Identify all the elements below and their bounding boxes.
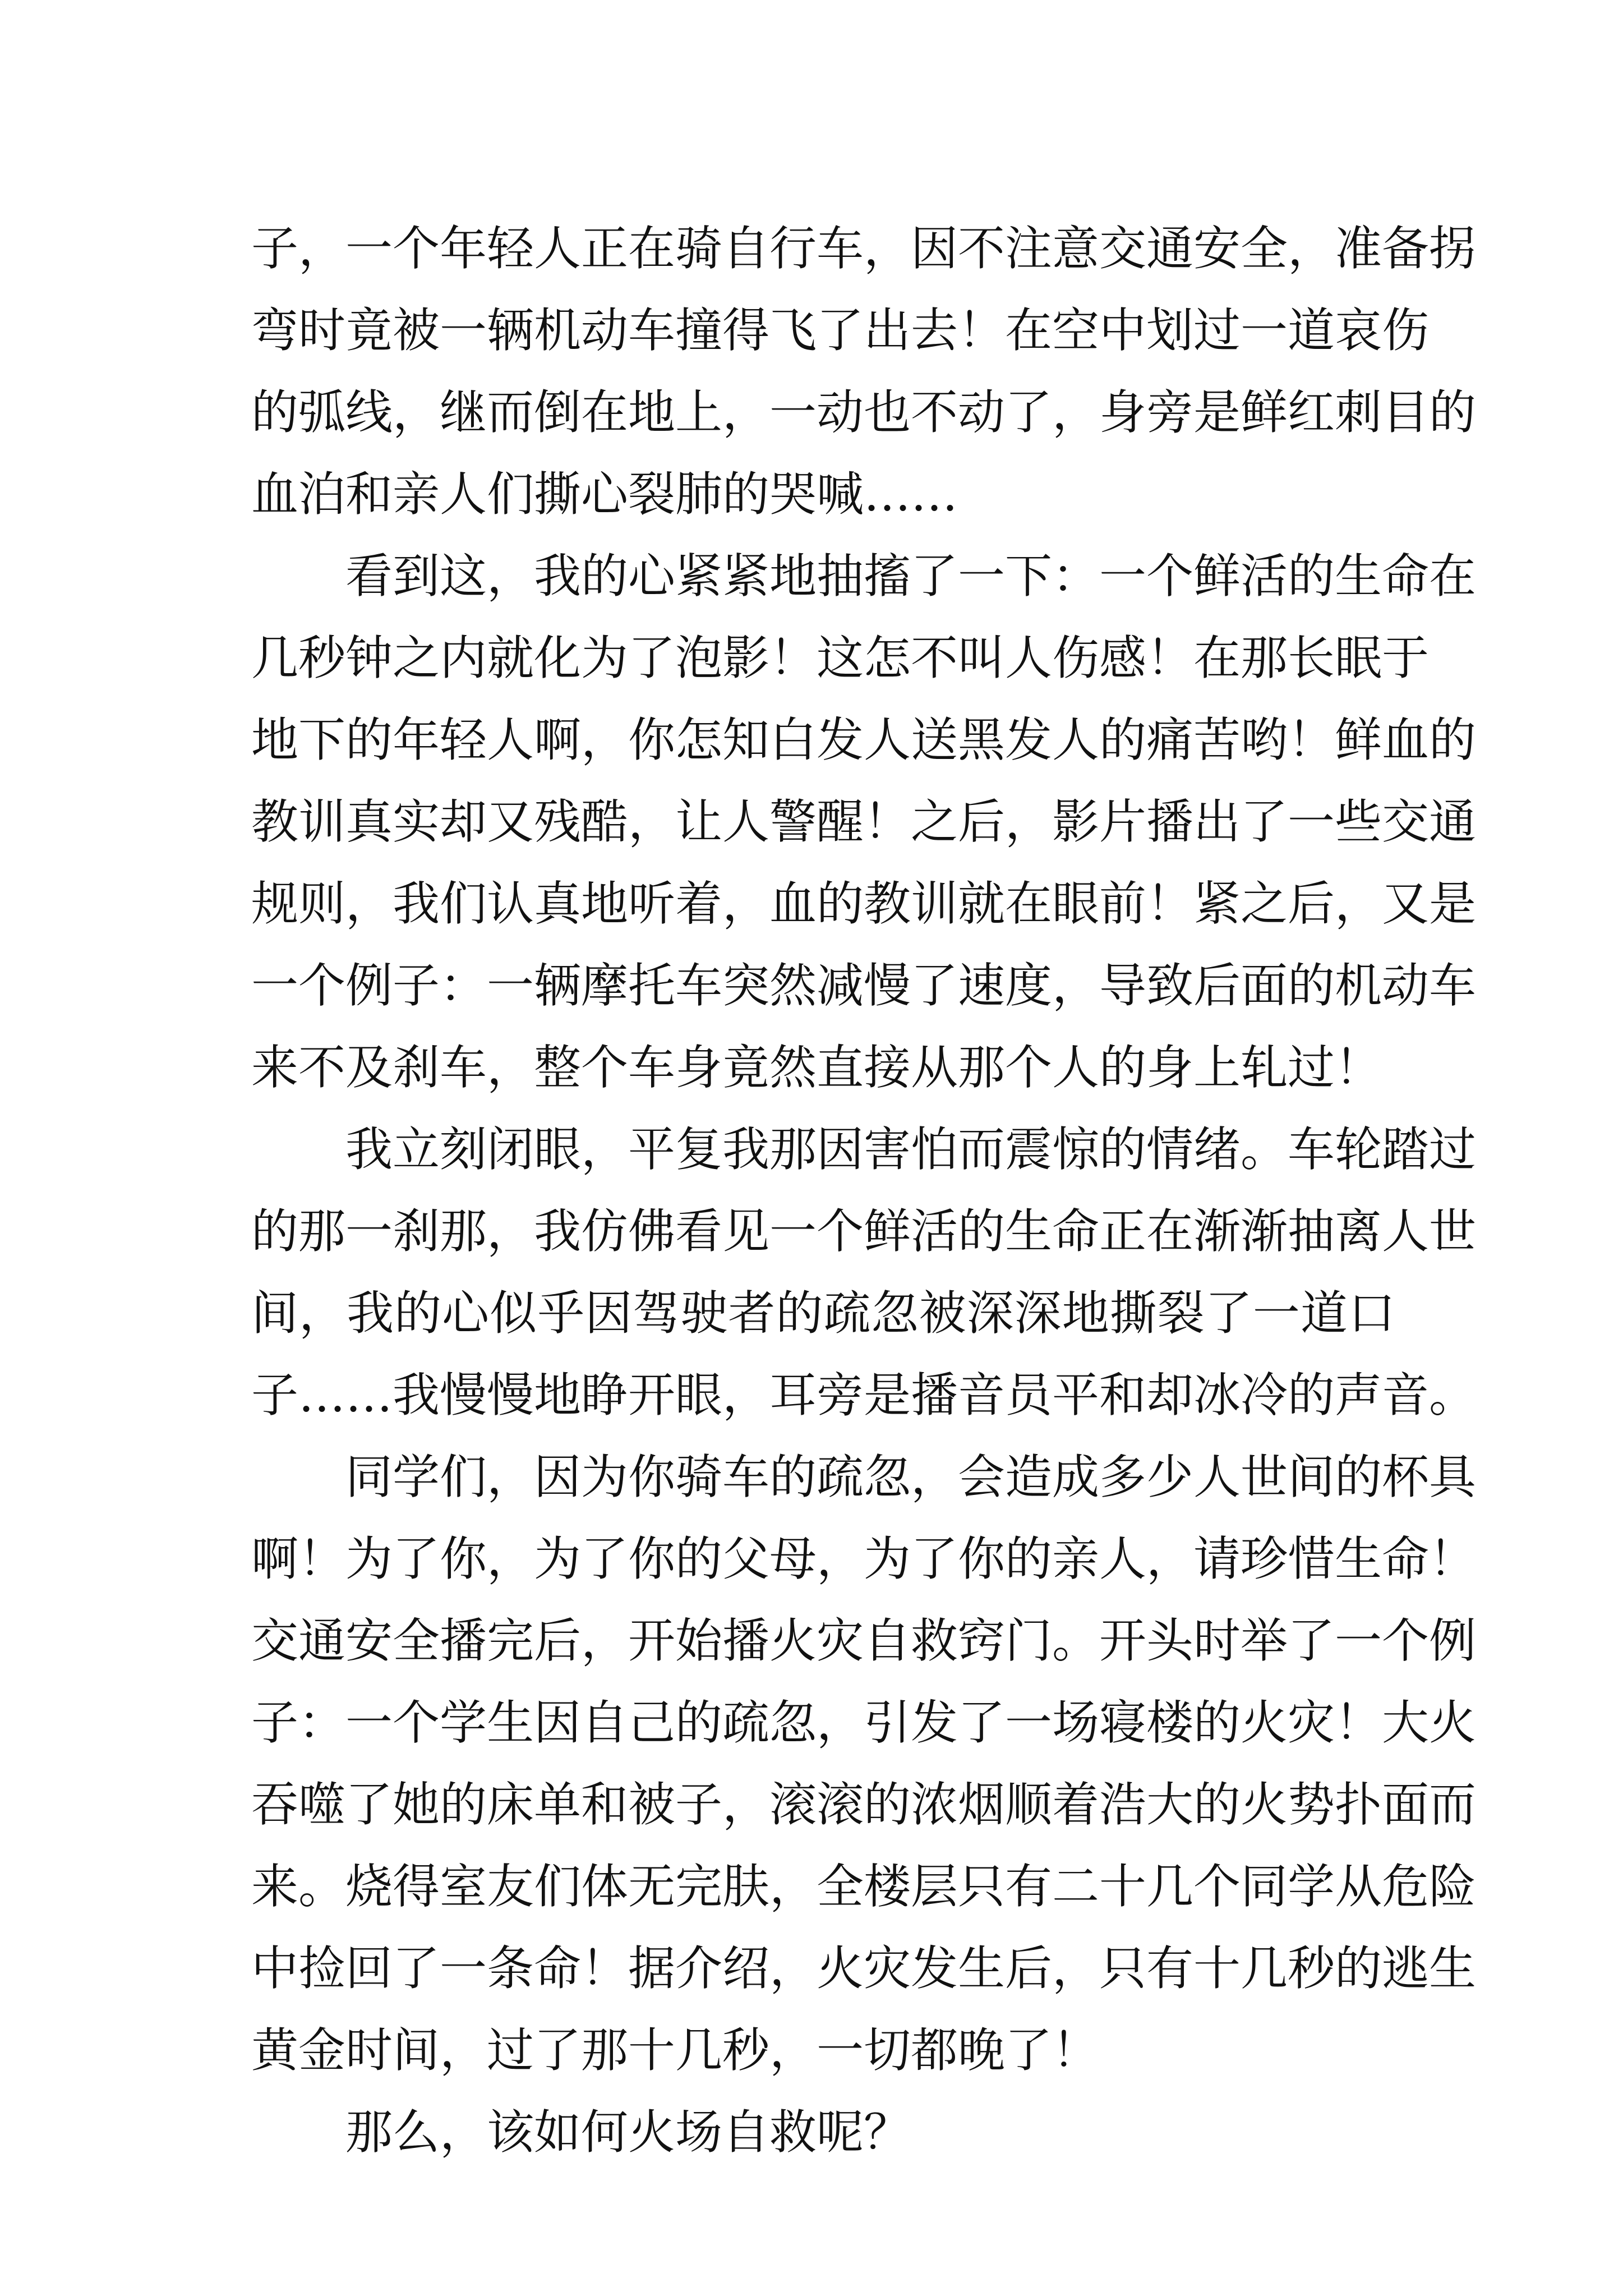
text-line: 同学们，因为你骑车的疏忽，会造成多少人世间的杯具 [345, 1450, 1477, 1504]
text-line: 我立刻闭眼，平复我那因害怕而震惊的情绪。车轮踏过 [345, 1122, 1477, 1177]
text-line: 弯时竟被一辆机动车撞得飞了出去！在空中划过一道哀伤 [251, 303, 1430, 358]
text-line: 吞噬了她的床单和被子，滚滚的浓烟顺着浩大的火势扑面而 [251, 1777, 1477, 1832]
paragraph [251, 2091, 1395, 2173]
paragraph [251, 1108, 1477, 1436]
document-body [251, 208, 1477, 2173]
paragraph [251, 208, 1477, 535]
text-line: 地下的年轻人啊，你怎知白发人送黑发人的痛苦哟！鲜血的 [251, 712, 1477, 767]
text-line: 来不及刹车，整个车身竟然直接从那个人的身上轧过！ [251, 1040, 1382, 1095]
text-line: 一个例子：一辆摩托车突然减慢了速度，导致后面的机动车 [251, 958, 1477, 1013]
text-line: 那么，该如何火场自救呢？ [345, 2105, 911, 2160]
paragraph [251, 535, 1477, 1108]
text-line: 的那一刹那，我仿佛看见一个鲜活的生命正在渐渐抽离人世 [251, 1204, 1477, 1259]
text-line: 子……我慢慢地睁开眼，耳旁是播音员平和却冰冷的声音。 [251, 1368, 1477, 1423]
text-line: 子：一个学生因自己的疏忽，引发了一场寝楼的火灾！大火 [251, 1695, 1477, 1750]
text-line: 子，一个年轻人正在骑自行车，因不注意交通安全，准备拐 [251, 221, 1477, 276]
text-line: 的弧线，继而倒在地上，一动也不动了，身旁是鲜红刺目的 [251, 385, 1477, 440]
text-line: 间，我的心似乎因驾驶者的疏忽被深深地撕裂了一道口 [251, 1286, 1395, 1341]
text-line: 黄金时间，过了那十几秒，一切都晚了！ [251, 2023, 1100, 2078]
paragraph [251, 1436, 1477, 2091]
text-line: 中捡回了一条命！据介绍，火灾发生后，只有十几秒的逃生 [251, 1941, 1477, 1996]
text-line: 教训真实却又残酷，让人警醒！之后，影片播出了一些交通 [251, 794, 1477, 849]
text-line: 规则，我们认真地听着，血的教训就在眼前！紧之后，又是 [251, 876, 1477, 931]
text-line: 血泊和亲人们撕心裂肺的哭喊…… [251, 467, 958, 522]
text-line: 交通安全播完后，开始播火灾自救窍门。开头时举了一个例 [251, 1613, 1477, 1668]
text-line: 啊！为了你，为了你的父母，为了你的亲人，请珍惜生命！ [251, 1531, 1477, 1586]
text-line: 看到这，我的心紧紧地抽搐了一下：一个鲜活的生命在 [345, 549, 1477, 604]
text-line: 几秒钟之内就化为了泡影！这怎不叫人伤感！在那长眠于 [251, 631, 1430, 685]
text-line: 来。烧得室友们体无完肤，全楼层只有二十几个同学从危险 [251, 1859, 1477, 1914]
